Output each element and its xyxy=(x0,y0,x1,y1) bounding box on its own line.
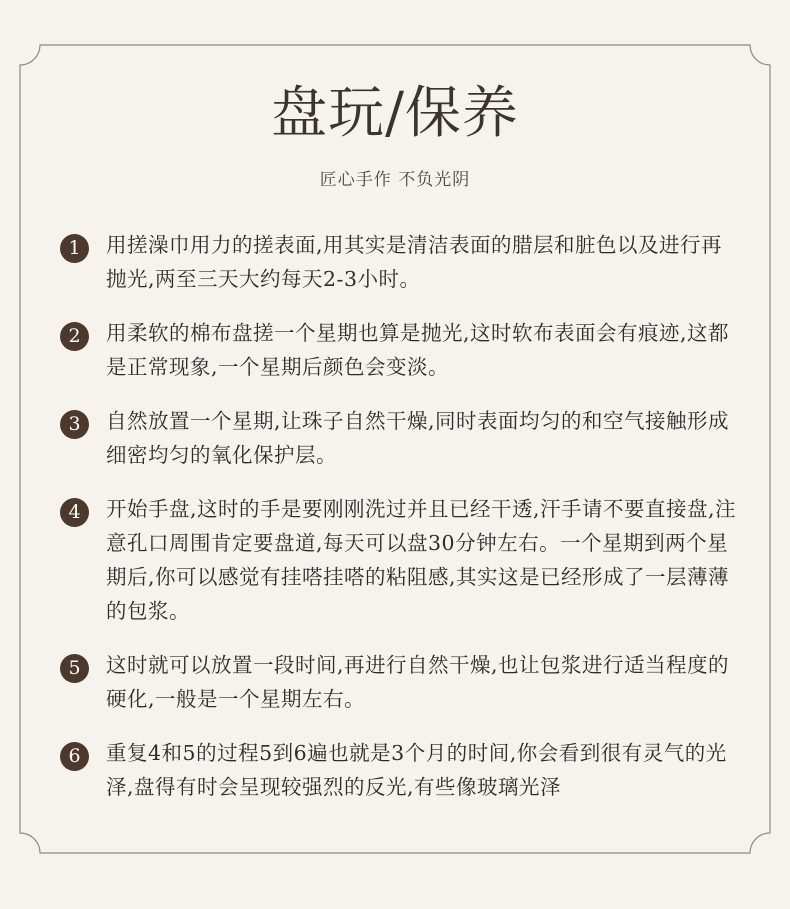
step-number-badge: 1 xyxy=(60,234,89,263)
step-number-badge: 3 xyxy=(60,410,89,439)
step-item-4 xyxy=(60,492,740,628)
step-number-badge: 5 xyxy=(60,654,89,683)
step-text: 用柔软的棉布盘搓一个星期也算是抛光,这时软布表面会有痕迹,这都是正常现象,一个星期后颜色会变淡。 xyxy=(106,321,730,379)
step-item-5 xyxy=(60,648,740,716)
step-text: 这时就可以放置一段时间,再进行自然干燥,也让包浆进行适当程度的硬化,一般是一个星期左右。 xyxy=(106,653,730,711)
step-text: 自然放置一个星期,让珠子自然干燥,同时表面均匀的和空气接触形成细密均匀的氧化保护层。 xyxy=(106,409,730,467)
step-item-2 xyxy=(60,316,740,384)
step-text: 开始手盘,这时的手是要刚刚洗过并且已经干透,汗手请不要直接盘,注意孔口周围肯定要盘道,每天可以盘30分钟左右。一个星期到两个星期后,你可以感觉有挂嗒挂嗒的粘阻感,其实这是已经形成了一层薄薄的包浆。 xyxy=(106,497,737,623)
step-number-badge: 4 xyxy=(60,498,89,527)
step-item-1 xyxy=(60,228,740,296)
step-number-badge: 6 xyxy=(60,742,89,771)
steps-list xyxy=(60,228,740,804)
step-text: 重复4和5的过程5到6遍也就是3个月的时间,你会看到很有灵气的光泽,盘得有时会呈现较强烈的反光,有些像玻璃光泽 xyxy=(106,741,727,799)
page-subtitle: 匠心手作 不负光阴 xyxy=(319,170,471,190)
step-item-6 xyxy=(60,736,740,804)
step-text: 用搓澡巾用力的搓表面,用其实是清洁表面的腊层和脏色以及进行再抛光,两至三天大约每天2-3小时。 xyxy=(106,233,723,291)
step-number-badge: 2 xyxy=(60,322,89,351)
page-title: 盘玩/保养 xyxy=(271,81,519,146)
step-item-3 xyxy=(60,404,740,472)
